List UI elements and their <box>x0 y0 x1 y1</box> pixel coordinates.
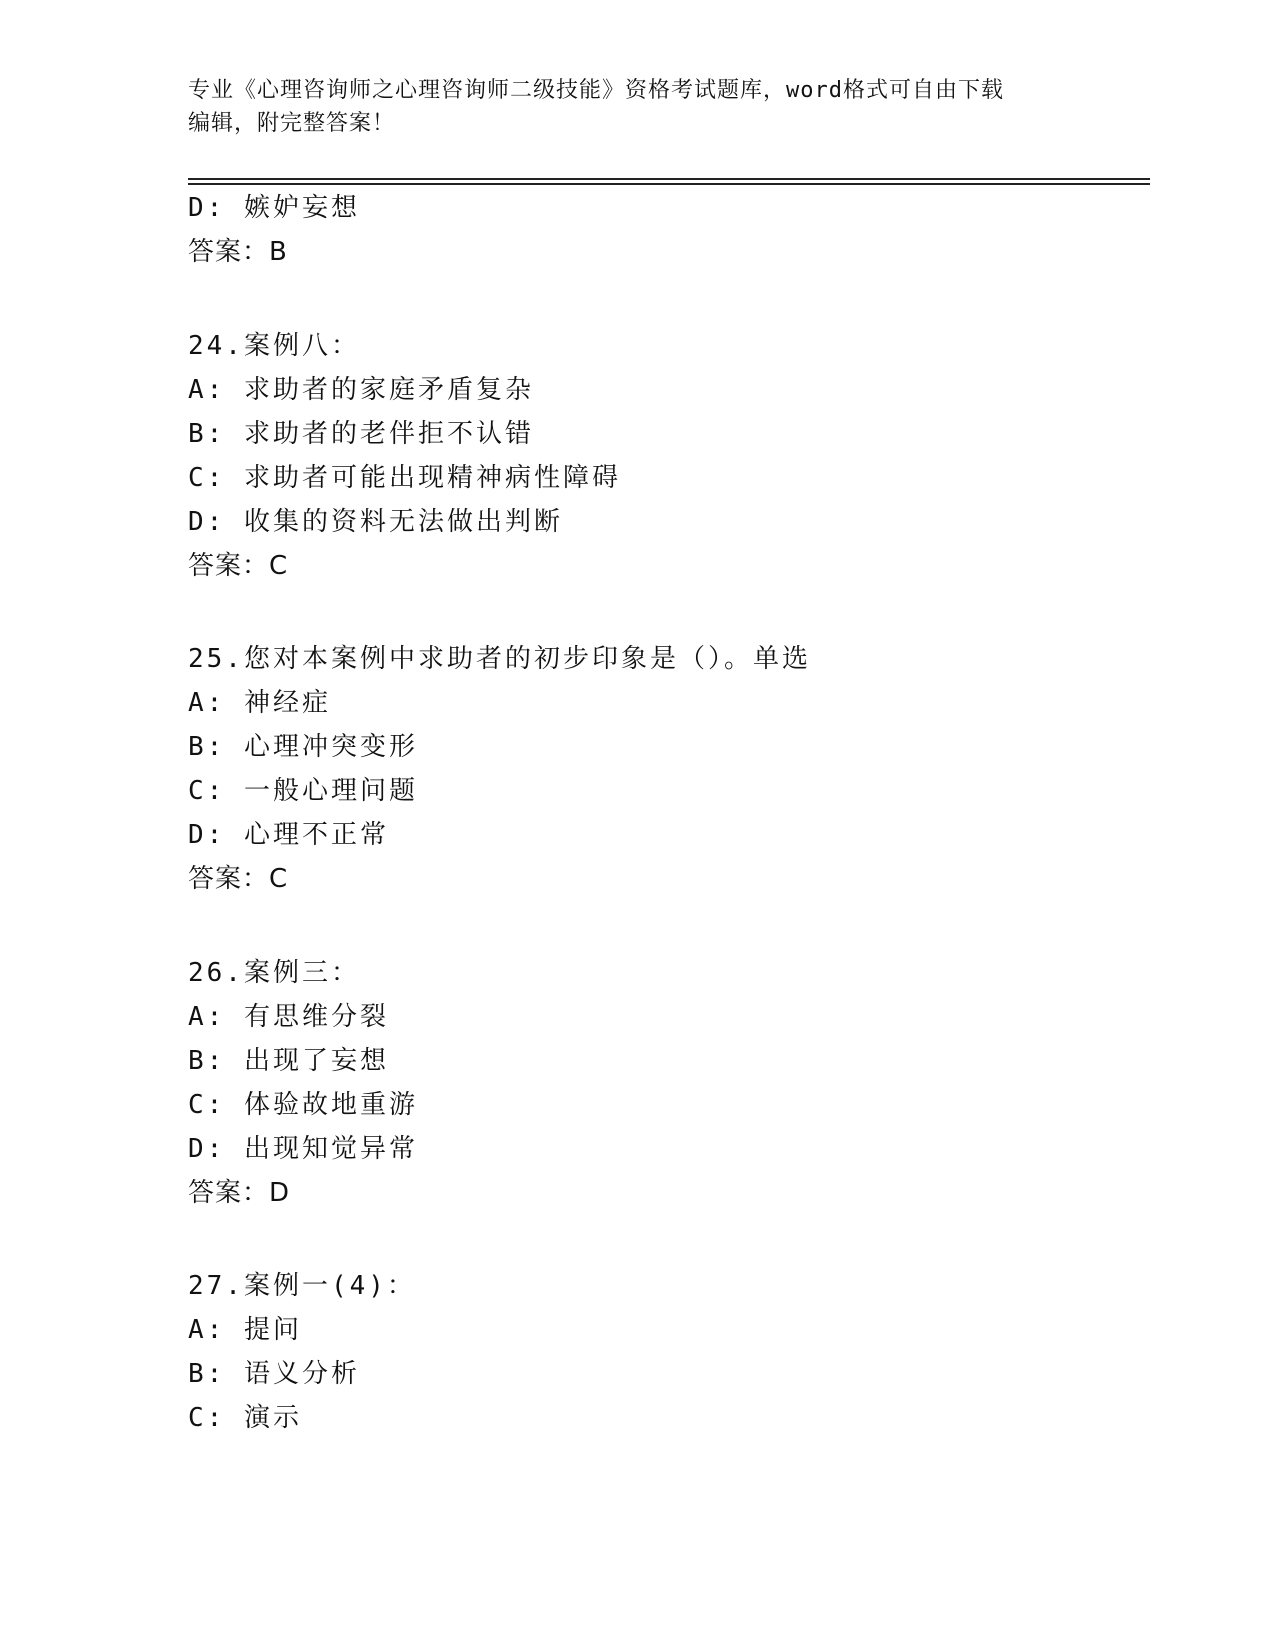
option-b: B: 求助者的老伴拒不认错 <box>188 419 534 449</box>
question-26: 26.案例三： <box>188 958 360 988</box>
question-25: 25.您对本案例中求助者的初步印象是（）。单选 <box>188 644 811 674</box>
question-24: 24.案例八： <box>188 331 360 361</box>
option-b: B: 语义分析 <box>188 1359 360 1389</box>
option-a: A: 神经症 <box>188 688 331 718</box>
option-d: D: 收集的资料无法做出判断 <box>188 507 563 537</box>
answer: 答案：C <box>188 551 289 581</box>
header-divider-top <box>188 178 1150 180</box>
question-27: 27.案例一(4)： <box>188 1271 416 1301</box>
option-d: D: 嫉妒妄想 <box>188 193 360 223</box>
option-a: A: 提问 <box>188 1315 302 1345</box>
header-line-1: 专业《心理咨询师之心理咨询师二级技能》资格考试题库，word格式可自由下载 <box>188 78 1004 103</box>
option-b: B: 心理冲突变形 <box>188 732 418 762</box>
option-d: D: 出现知觉异常 <box>188 1134 418 1164</box>
header-divider-bottom <box>188 183 1150 185</box>
option-a: A: 求助者的家庭矛盾复杂 <box>188 375 534 405</box>
option-c: C: 求助者可能出现精神病性障碍 <box>188 463 621 493</box>
option-c: C: 一般心理问题 <box>188 776 418 806</box>
option-d: D: 心理不正常 <box>188 820 389 850</box>
option-c: C: 演示 <box>188 1403 302 1433</box>
document-header <box>188 74 1068 140</box>
option-b: B: 出现了妄想 <box>188 1046 389 1076</box>
answer: 答案：B <box>188 237 288 267</box>
answer: 答案：D <box>188 1178 291 1208</box>
option-a: A: 有思维分裂 <box>188 1002 389 1032</box>
option-c: C: 体验故地重游 <box>188 1090 418 1120</box>
header-line-2: 编辑，附完整答案！ <box>188 111 396 136</box>
answer: 答案：C <box>188 864 289 894</box>
